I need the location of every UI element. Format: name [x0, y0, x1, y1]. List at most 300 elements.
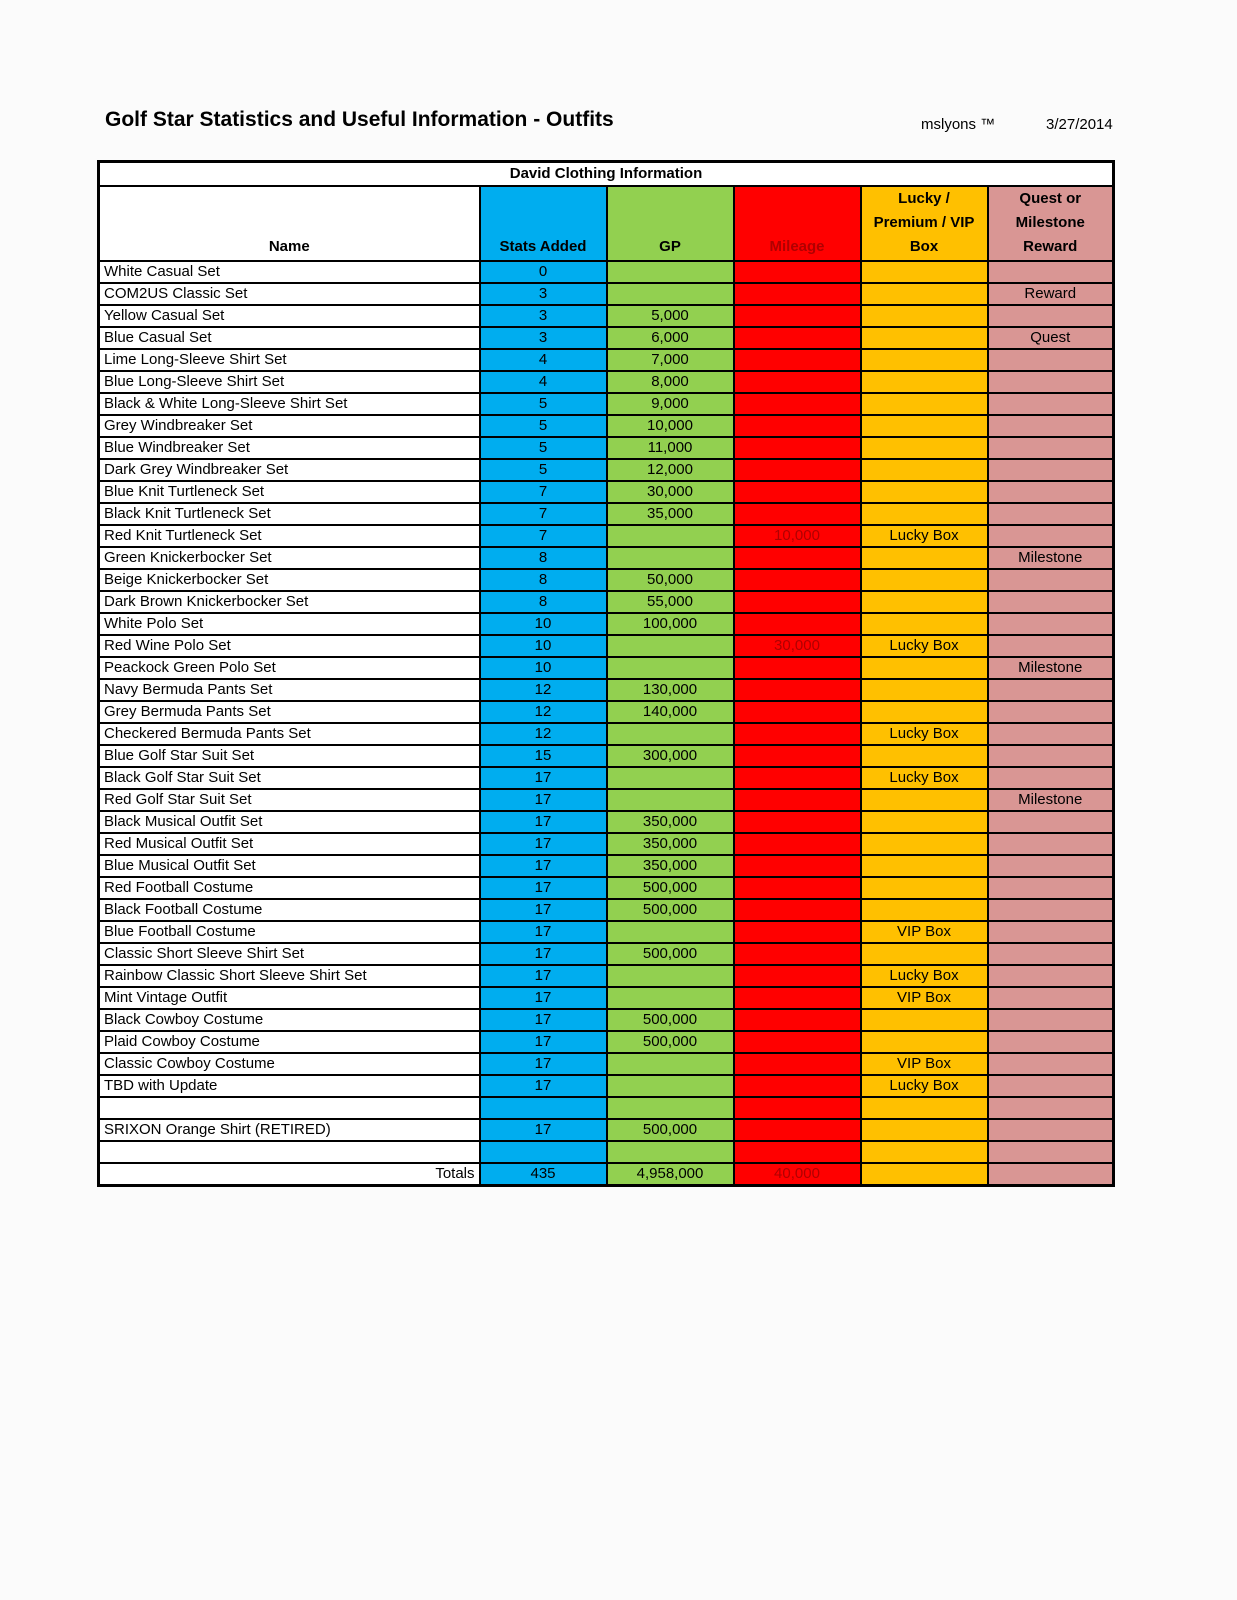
date-label: 3/27/2014 — [1046, 116, 1113, 133]
cell-mileage — [734, 789, 861, 811]
cell-name: TBD with Update — [99, 1075, 480, 1097]
page-title: Golf Star Statistics and Useful Information - Outfits — [105, 108, 614, 131]
column-header-name: Name — [99, 186, 480, 261]
cell-gp: 35,000 — [607, 503, 734, 525]
cell-stats: 5 — [480, 459, 607, 481]
cell-gp — [607, 723, 734, 745]
cell-gp: 9,000 — [607, 393, 734, 415]
cell-name: White Casual Set — [99, 261, 480, 283]
cell-mileage — [734, 679, 861, 701]
cell-gp: 500,000 — [607, 877, 734, 899]
table-row — [99, 855, 1114, 877]
cell-name: Blue Casual Set — [99, 327, 480, 349]
table-row — [99, 965, 1114, 987]
table-row — [99, 811, 1114, 833]
cell-gp: 140,000 — [607, 701, 734, 723]
cell-quest — [988, 1141, 1114, 1163]
cell-mileage — [734, 1119, 861, 1141]
cell-gp — [607, 1075, 734, 1097]
cell-gp: 10,000 — [607, 415, 734, 437]
cell-box — [861, 679, 988, 701]
cell-name: Black & White Long-Sleeve Shirt Set — [99, 393, 480, 415]
cell-gp: 100,000 — [607, 613, 734, 635]
cell-gp — [607, 261, 734, 283]
cell-quest — [988, 1075, 1114, 1097]
cell-quest — [988, 635, 1114, 657]
cell-box — [861, 459, 988, 481]
cell-mileage — [734, 613, 861, 635]
cell-name: Blue Golf Star Suit Set — [99, 745, 480, 767]
cell-stats: 5 — [480, 393, 607, 415]
cell-stats — [480, 1097, 607, 1119]
table-row — [99, 767, 1114, 789]
cell-name: Dark Grey Windbreaker Set — [99, 459, 480, 481]
cell-gp: 6,000 — [607, 327, 734, 349]
table-row — [99, 723, 1114, 745]
table-row — [99, 547, 1114, 569]
totals-row — [99, 1163, 1114, 1186]
table-row — [99, 745, 1114, 767]
cell-quest — [988, 679, 1114, 701]
table-row — [99, 943, 1114, 965]
cell-mileage — [734, 855, 861, 877]
cell-box — [861, 261, 988, 283]
cell-name: Red Football Costume — [99, 877, 480, 899]
table-row — [99, 921, 1114, 943]
table-row — [99, 569, 1114, 591]
cell-gp — [607, 921, 734, 943]
cell-stats: 17 — [480, 833, 607, 855]
cell-box — [861, 591, 988, 613]
cell-mileage — [734, 459, 861, 481]
cell-quest: Reward — [988, 283, 1114, 305]
cell-name: Yellow Casual Set — [99, 305, 480, 327]
cell-box — [861, 701, 988, 723]
cell-quest: Milestone — [988, 547, 1114, 569]
cell-box: Lucky Box — [861, 767, 988, 789]
cell-gp: 350,000 — [607, 855, 734, 877]
table-row — [99, 1097, 1114, 1119]
outfits-table — [97, 160, 1115, 1187]
cell-mileage — [734, 943, 861, 965]
cell-name: Red Wine Polo Set — [99, 635, 480, 657]
cell-mileage — [734, 1009, 861, 1031]
cell-box — [861, 569, 988, 591]
cell-mileage — [734, 283, 861, 305]
cell-gp — [607, 1097, 734, 1119]
cell-name: Grey Bermuda Pants Set — [99, 701, 480, 723]
cell-mileage — [734, 415, 861, 437]
cell-stats: 0 — [480, 261, 607, 283]
cell-gp — [607, 987, 734, 1009]
cell-box — [861, 789, 988, 811]
cell-mileage — [734, 481, 861, 503]
cell-box — [861, 943, 988, 965]
cell-stats: 17 — [480, 877, 607, 899]
cell-quest — [988, 943, 1114, 965]
cell-quest — [988, 811, 1114, 833]
table-row — [99, 591, 1114, 613]
cell-quest — [988, 745, 1114, 767]
cell-name: Rainbow Classic Short Sleeve Shirt Set — [99, 965, 480, 987]
cell-name: Black Cowboy Costume — [99, 1009, 480, 1031]
cell-box — [861, 877, 988, 899]
cell-stats — [480, 1141, 607, 1163]
column-header-mileage: Mileage — [734, 186, 861, 261]
cell-quest — [988, 767, 1114, 789]
cell-stats: 17 — [480, 811, 607, 833]
cell-box — [861, 899, 988, 921]
group-header-row — [99, 162, 1114, 187]
cell-mileage — [734, 1075, 861, 1097]
cell-mileage — [734, 833, 861, 855]
cell-box — [861, 1031, 988, 1053]
cell-stats: 7 — [480, 503, 607, 525]
cell-quest — [988, 723, 1114, 745]
cell-stats: 17 — [480, 965, 607, 987]
table-row — [99, 679, 1114, 701]
cell-gp — [607, 1141, 734, 1163]
cell-quest — [988, 569, 1114, 591]
cell-box — [861, 547, 988, 569]
cell-stats: 12 — [480, 723, 607, 745]
table-row — [99, 877, 1114, 899]
cell-quest — [988, 1119, 1114, 1141]
cell-stats: 17 — [480, 855, 607, 877]
cell-name: Black Football Costume — [99, 899, 480, 921]
totals-quest — [988, 1163, 1114, 1186]
cell-stats: 8 — [480, 569, 607, 591]
cell-name: Navy Bermuda Pants Set — [99, 679, 480, 701]
cell-mileage — [734, 767, 861, 789]
cell-quest — [988, 1053, 1114, 1075]
cell-name: Checkered Bermuda Pants Set — [99, 723, 480, 745]
totals-mileage: 40,000 — [734, 1163, 861, 1186]
cell-name: Mint Vintage Outfit — [99, 987, 480, 1009]
table-row — [99, 1053, 1114, 1075]
cell-gp: 55,000 — [607, 591, 734, 613]
cell-mileage — [734, 371, 861, 393]
cell-gp — [607, 547, 734, 569]
cell-stats: 12 — [480, 701, 607, 723]
table-row — [99, 283, 1114, 305]
cell-mileage — [734, 877, 861, 899]
cell-name — [99, 1141, 480, 1163]
cell-name: Beige Knickerbocker Set — [99, 569, 480, 591]
cell-quest — [988, 921, 1114, 943]
cell-quest — [988, 371, 1114, 393]
cell-quest — [988, 1097, 1114, 1119]
cell-box — [861, 657, 988, 679]
cell-stats: 8 — [480, 591, 607, 613]
table-row — [99, 1119, 1114, 1141]
cell-name: COM2US Classic Set — [99, 283, 480, 305]
cell-mileage — [734, 305, 861, 327]
cell-box: VIP Box — [861, 1053, 988, 1075]
cell-mileage — [734, 261, 861, 283]
group-title: David Clothing Information — [99, 162, 1114, 187]
cell-gp — [607, 635, 734, 657]
cell-gp: 5,000 — [607, 305, 734, 327]
cell-quest — [988, 1009, 1114, 1031]
author-label: mslyons ™ — [921, 116, 996, 133]
cell-quest — [988, 899, 1114, 921]
cell-mileage — [734, 1141, 861, 1163]
cell-name: Red Knit Turtleneck Set — [99, 525, 480, 547]
cell-box: Lucky Box — [861, 965, 988, 987]
cell-stats: 3 — [480, 327, 607, 349]
cell-gp — [607, 767, 734, 789]
cell-gp: 300,000 — [607, 745, 734, 767]
table-row — [99, 525, 1114, 547]
cell-name: Black Musical Outfit Set — [99, 811, 480, 833]
cell-box — [861, 1009, 988, 1031]
cell-mileage: 30,000 — [734, 635, 861, 657]
cell-name: SRIXON Orange Shirt (RETIRED) — [99, 1119, 480, 1141]
column-header-stats: Stats Added — [480, 186, 607, 261]
cell-mileage — [734, 965, 861, 987]
cell-box — [861, 371, 988, 393]
cell-gp — [607, 283, 734, 305]
cell-stats: 15 — [480, 745, 607, 767]
table-row — [99, 305, 1114, 327]
cell-stats: 10 — [480, 635, 607, 657]
cell-stats: 17 — [480, 921, 607, 943]
cell-gp — [607, 789, 734, 811]
cell-quest — [988, 701, 1114, 723]
totals-box — [861, 1163, 988, 1186]
cell-name: Red Golf Star Suit Set — [99, 789, 480, 811]
cell-box — [861, 305, 988, 327]
table-row — [99, 503, 1114, 525]
cell-mileage — [734, 591, 861, 613]
table-row — [99, 657, 1114, 679]
totals-stats: 435 — [480, 1163, 607, 1186]
cell-quest — [988, 855, 1114, 877]
cell-gp: 30,000 — [607, 481, 734, 503]
cell-box — [861, 503, 988, 525]
cell-mileage — [734, 811, 861, 833]
cell-mileage — [734, 1053, 861, 1075]
cell-box: Lucky Box — [861, 635, 988, 657]
cell-quest — [988, 833, 1114, 855]
cell-stats: 17 — [480, 943, 607, 965]
cell-quest — [988, 1031, 1114, 1053]
column-header-quest: Quest or Milestone Reward — [988, 186, 1114, 261]
cell-stats: 17 — [480, 987, 607, 1009]
cell-name: Dark Brown Knickerbocker Set — [99, 591, 480, 613]
totals-gp: 4,958,000 — [607, 1163, 734, 1186]
cell-gp — [607, 525, 734, 547]
cell-quest — [988, 503, 1114, 525]
cell-name: Blue Football Costume — [99, 921, 480, 943]
table-row — [99, 261, 1114, 283]
cell-name: White Polo Set — [99, 613, 480, 635]
table-row — [99, 899, 1114, 921]
table-row — [99, 459, 1114, 481]
cell-stats: 17 — [480, 789, 607, 811]
cell-stats: 4 — [480, 371, 607, 393]
cell-box — [861, 613, 988, 635]
table-row — [99, 635, 1114, 657]
cell-stats: 17 — [480, 1119, 607, 1141]
cell-stats: 17 — [480, 899, 607, 921]
cell-stats: 3 — [480, 305, 607, 327]
cell-name: Blue Windbreaker Set — [99, 437, 480, 459]
table-row — [99, 371, 1114, 393]
cell-name: Black Knit Turtleneck Set — [99, 503, 480, 525]
cell-mileage: 10,000 — [734, 525, 861, 547]
cell-stats: 7 — [480, 525, 607, 547]
table-row — [99, 1141, 1114, 1163]
cell-gp: 11,000 — [607, 437, 734, 459]
cell-quest — [988, 349, 1114, 371]
cell-quest — [988, 965, 1114, 987]
cell-quest — [988, 305, 1114, 327]
cell-box — [861, 811, 988, 833]
cell-stats: 17 — [480, 767, 607, 789]
cell-gp: 12,000 — [607, 459, 734, 481]
cell-gp: 350,000 — [607, 833, 734, 855]
cell-name — [99, 1097, 480, 1119]
column-header-row — [99, 186, 1114, 261]
cell-mileage — [734, 1097, 861, 1119]
cell-mileage — [734, 1031, 861, 1053]
table-row — [99, 1009, 1114, 1031]
cell-box: Lucky Box — [861, 525, 988, 547]
cell-stats: 10 — [480, 613, 607, 635]
cell-box: Lucky Box — [861, 1075, 988, 1097]
table-row — [99, 481, 1114, 503]
table-row — [99, 987, 1114, 1009]
cell-gp — [607, 1053, 734, 1075]
cell-box: Lucky Box — [861, 723, 988, 745]
table-row — [99, 437, 1114, 459]
cell-mileage — [734, 723, 861, 745]
cell-name: Grey Windbreaker Set — [99, 415, 480, 437]
cell-gp: 50,000 — [607, 569, 734, 591]
cell-gp: 7,000 — [607, 349, 734, 371]
cell-mileage — [734, 745, 861, 767]
cell-mileage — [734, 327, 861, 349]
cell-mileage — [734, 393, 861, 415]
table-row — [99, 789, 1114, 811]
cell-mileage — [734, 987, 861, 1009]
table-row — [99, 415, 1114, 437]
cell-box — [861, 1141, 988, 1163]
table-row — [99, 1075, 1114, 1097]
table-row — [99, 701, 1114, 723]
column-header-box: Lucky / Premium / VIP Box — [861, 186, 988, 261]
cell-gp: 130,000 — [607, 679, 734, 701]
cell-box — [861, 349, 988, 371]
cell-mileage — [734, 547, 861, 569]
cell-box: VIP Box — [861, 921, 988, 943]
cell-box — [861, 855, 988, 877]
table-row — [99, 393, 1114, 415]
table-row — [99, 349, 1114, 371]
cell-quest: Milestone — [988, 657, 1114, 679]
cell-box — [861, 833, 988, 855]
cell-gp: 8,000 — [607, 371, 734, 393]
cell-quest — [988, 393, 1114, 415]
cell-mileage — [734, 503, 861, 525]
cell-gp: 500,000 — [607, 899, 734, 921]
table-row — [99, 613, 1114, 635]
column-header-gp: GP — [607, 186, 734, 261]
cell-stats: 8 — [480, 547, 607, 569]
cell-quest — [988, 525, 1114, 547]
cell-stats: 5 — [480, 415, 607, 437]
cell-gp: 350,000 — [607, 811, 734, 833]
cell-gp: 500,000 — [607, 1031, 734, 1053]
cell-stats: 17 — [480, 1031, 607, 1053]
cell-mileage — [734, 701, 861, 723]
table-row — [99, 327, 1114, 349]
cell-stats: 4 — [480, 349, 607, 371]
cell-mileage — [734, 569, 861, 591]
cell-gp — [607, 965, 734, 987]
cell-box — [861, 327, 988, 349]
cell-box — [861, 1097, 988, 1119]
table-row — [99, 833, 1114, 855]
cell-mileage — [734, 349, 861, 371]
cell-stats: 17 — [480, 1075, 607, 1097]
cell-name: Black Golf Star Suit Set — [99, 767, 480, 789]
cell-quest — [988, 415, 1114, 437]
table-row — [99, 1031, 1114, 1053]
cell-gp: 500,000 — [607, 1119, 734, 1141]
totals-label: Totals — [99, 1163, 480, 1186]
cell-quest — [988, 877, 1114, 899]
cell-quest: Quest — [988, 327, 1114, 349]
cell-box: VIP Box — [861, 987, 988, 1009]
cell-quest: Milestone — [988, 789, 1114, 811]
cell-mileage — [734, 899, 861, 921]
cell-quest — [988, 481, 1114, 503]
cell-box — [861, 745, 988, 767]
cell-mileage — [734, 921, 861, 943]
cell-name: Red Musical Outfit Set — [99, 833, 480, 855]
cell-name: Classic Short Sleeve Shirt Set — [99, 943, 480, 965]
cell-gp: 500,000 — [607, 1009, 734, 1031]
cell-quest — [988, 613, 1114, 635]
cell-box — [861, 283, 988, 305]
cell-stats: 3 — [480, 283, 607, 305]
cell-stats: 7 — [480, 481, 607, 503]
cell-box — [861, 437, 988, 459]
cell-quest — [988, 987, 1114, 1009]
cell-quest — [988, 459, 1114, 481]
cell-name: Lime Long-Sleeve Shirt Set — [99, 349, 480, 371]
cell-stats: 10 — [480, 657, 607, 679]
cell-name: Plaid Cowboy Costume — [99, 1031, 480, 1053]
cell-stats: 12 — [480, 679, 607, 701]
cell-box — [861, 481, 988, 503]
cell-name: Blue Knit Turtleneck Set — [99, 481, 480, 503]
cell-box — [861, 415, 988, 437]
cell-mileage — [734, 437, 861, 459]
cell-name: Blue Musical Outfit Set — [99, 855, 480, 877]
cell-mileage — [734, 657, 861, 679]
cell-box — [861, 1119, 988, 1141]
cell-stats: 5 — [480, 437, 607, 459]
cell-stats: 17 — [480, 1053, 607, 1075]
cell-name: Blue Long-Sleeve Shirt Set — [99, 371, 480, 393]
cell-name: Classic Cowboy Costume — [99, 1053, 480, 1075]
cell-gp: 500,000 — [607, 943, 734, 965]
cell-quest — [988, 591, 1114, 613]
